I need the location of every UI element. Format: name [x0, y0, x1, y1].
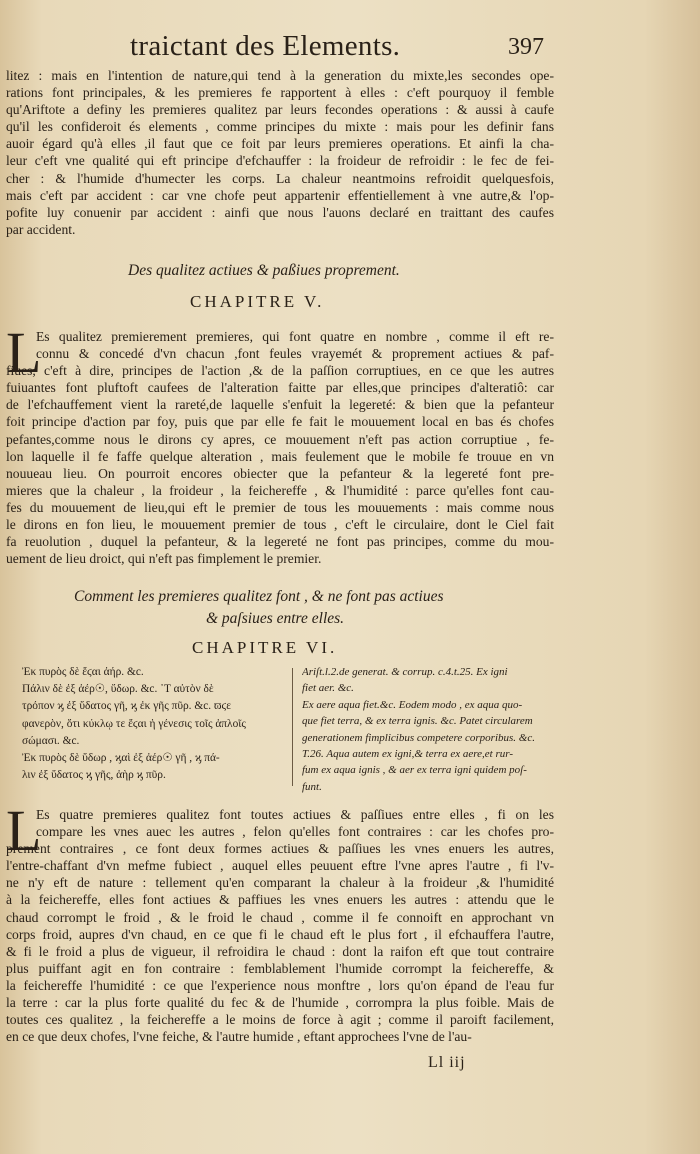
text-line: litez : mais en l'intention de nature,qui tend à la generation du mixte,les secondes ope- — [6, 68, 554, 83]
text-line: fuiuantes font pluftoft caufees de l'alteration faitte par elles,que principes d'alteratiô: car — [6, 380, 554, 396]
chapter-title-6: CHAPITRE VI. — [192, 638, 338, 657]
text-line: en ce que deux chofes, l'vne feiche, & l'autre humide , eftant approchees l'vne de l'au- — [6, 1029, 472, 1045]
text-line: à la feichereffe, elles font actiues & paffiues les vnes enuers les autres : attendu que le — [6, 892, 554, 908]
text-line: & fi le froid a plus de vigueur, il refroidira le chaud : dont la raifon eft que tout contraire — [6, 943, 554, 959]
text-line: leur c'eft vne qualité qui eft principe d'efchauffer : la froideur de refroidir : le fec de fei- — [6, 153, 554, 169]
running-title: traictant des Elements. — [130, 30, 401, 62]
text-line: la feichereffe l'humidité : ce que l'experience nous monftre , lors qu'on épand de l'eau fur — [6, 977, 554, 993]
latin-line: T.26. Aqua autem ex igni,& terra ex aere,et rur- — [302, 748, 513, 761]
latin-line: funt. — [302, 780, 322, 793]
latin-line: fiet aer. &c. — [302, 682, 354, 695]
text-line: qu'Ariftote a definy les premieres qualitez par leurs fecondes operations : & aussi à caufe — [6, 102, 554, 118]
text-line: Es quatre premieres qualitez font toutes actiues & paſſiues entre elles , fi on les — [36, 807, 554, 822]
text-line: Es qualitez premierement premieres, qui font quatre en nombre , comme il eft re- — [36, 329, 554, 344]
text-line: nouueau lieu. On pourroit encores obiecter que la pefanteur & la legereté font pre- — [6, 465, 554, 481]
section-heading-2-line2: & paſsiues entre elles. — [206, 610, 345, 627]
text-line: ne n'y eft de nature : tellement qu'en comparant la chaleur à la froideur ,& l'humidité — [6, 875, 554, 891]
text-line: l'entre-chaffant d'vn mefme fubiect , auquel elles peuuent eftre l'vne apres l'autre , fi l'v- — [6, 858, 554, 874]
latin-line: que fiet terra, & ex terra ignis. &c. Patet circularem — [302, 715, 533, 728]
top-paragraph — [6, 67, 554, 238]
page-number: 397 — [508, 34, 544, 60]
section-heading-1: Des qualitez actiues & paßiues proprement. — [128, 262, 400, 279]
text-line: pefantes,comme nous le dirons cy apres, ce mouuement n'eft pas action corruptiue , fe- — [6, 431, 554, 447]
text-line: la terre : car la plus forte qualité du fec & de l'humide , corrompra la plus foible. Mais de — [6, 995, 554, 1011]
text-line: chaud corrompt le froid , & le froid le chaud , comme il fe connoift en approchant vn — [6, 909, 554, 925]
latin-line: generationem fimplicibus competere corporibus. &c. — [302, 731, 535, 744]
text-line: foit principe d'action par foy, puis que par elle fe fait le mouuement local en bas és chofes — [6, 414, 554, 430]
latin-quotation — [302, 664, 564, 795]
text-line: fiues, c'eft à dire, principes de l'action ,& de la paſſion corruptiues, en ce que les autres — [6, 363, 554, 379]
greek-line: Ἐκ πυρὸς δὲ ἔϛαι ἀήρ. &c. — [22, 666, 144, 678]
latin-line: Ex aere aqua fiet.&c. Eodem modo , ex aqua quo- — [302, 698, 523, 711]
text-line: rations font principales, & les premieres fe rapportent à elles : c'eft pourquoy il femble — [6, 85, 554, 101]
greek-quotation — [22, 664, 284, 784]
greek-line: φανερὸν, ὅτι κύκλῳ τε ἔϛαι ἡ γένεσις τοῖς ἁπλοῖς — [22, 717, 246, 730]
text-line: de l'efchauffement vient la rareté,de laquelle s'enfuit la legereté: & bien que la pefanteur — [6, 397, 554, 413]
marginal-citations — [10, 664, 558, 793]
text-line: mais c'eft par accident : car vne chofe peut appartenir effentiellement à vne autre,& l'op- — [6, 187, 554, 203]
text-line: compare les vnes auec les autres , felon qu'elles font contraires : car les chofes pro- — [36, 824, 554, 840]
text-line: toutes ces qualitez , la feichereffe a le moins de force à agit ; comme il paroift facilement, — [6, 1012, 554, 1028]
drop-cap-1: L — [6, 320, 42, 385]
text-line: fes du mouuement de lieu,qui eft le premier de tous les mouuements : mais comme nous — [6, 499, 554, 515]
greek-line: λιν ἐξ ὕδατος ϗ γῆς, ἀὴρ ϗ πῦρ. — [22, 769, 166, 782]
text-line: fa reuolution , duquel la pefanteur, & la legereté ne font pas principes, comme du mou- — [6, 534, 554, 550]
text-line: pofite luy conuenir par accident : ainfi que nous l'auons declaré en traittant des caufes — [6, 204, 554, 220]
text-line: qu'il les confideroit és elements , comme principes du mixte : mais pour les definir fans — [6, 119, 554, 135]
text-line: corps froid, aupres d'vn chaud, en ce que fi le chaud eft le plus fort , il efchauffera l'autre, — [6, 926, 554, 942]
text-line: plus puiffant agit en fon contraire : femblablement l'humide corrompt la feichereffe, & — [6, 960, 554, 976]
page-header — [0, 30, 700, 70]
text-line: connu & concedé d'vn chacun ,font feules vrayemét & proprement actiues & paf- — [36, 346, 554, 362]
text-line: cher : & l'humide d'humecter les corps. La chaleur neantmoins refroidit quelquesfois, — [6, 170, 554, 186]
signature-mark: Ll iij — [428, 1054, 466, 1071]
text-line: lon laquelle il fe faffe quelque alteration , mais feulement que le mobile fe trouue en vn — [6, 448, 554, 464]
chapter-5-body — [6, 320, 554, 567]
chapter-6-body — [6, 798, 554, 1045]
latin-line: fum ex aqua ignis , & aer ex terra igni quidem poſ- — [302, 764, 527, 777]
text-line: prement contraires , ce font deux formes actiues & paſſiues les vnes enuers les autres, — [6, 841, 554, 857]
greek-line: Πάλιν δὲ ἐξ ἀέρ☉, ὕδωρ. &c. ᾽Τ αὐτὸν δὲ — [22, 683, 214, 696]
text-line: auoir égard qu'à elles ,il faut que ce foit par leurs premieres operations. Et ainfi la cha- — [6, 136, 554, 152]
greek-line: σώμασι. &c. — [22, 734, 80, 747]
text-line: le dirons en fon lieu, le mouuement premier de tous , c'eft le circulaire, dont le Ciel fait — [6, 517, 554, 533]
text-line: mieres que la chaleur , la froideur , la feichereffe , & l'humidité : parce qu'elles font cau- — [6, 482, 554, 498]
greek-line: Ἐκ πυρὸς δὲ ὕδωρ , ϗαὶ ἐξ ἀέρ☉ γῆ , ϗ πά- — [22, 752, 220, 765]
column-divider — [292, 668, 293, 786]
chapter-title-5: CHAPITRE V. — [190, 292, 325, 311]
text-line: uement de lieu droict, qui n'eft pas fimplement le premier. — [6, 551, 322, 567]
greek-line: τρόπον ϗ ἐξ ὕδατος γῆ, ϗ ἐκ γῆς πῦρ. &c. ϖϛε — [22, 700, 232, 713]
latin-line: Ariſt.l.2.de generat. & corrup. c.4.t.25. Ex igni — [302, 666, 508, 678]
text-line: par accident. — [6, 221, 76, 237]
section-heading-2-line1: Comment les premieres qualitez font , & ne font pas actiues — [74, 588, 444, 605]
drop-cap-2: L — [6, 798, 42, 863]
